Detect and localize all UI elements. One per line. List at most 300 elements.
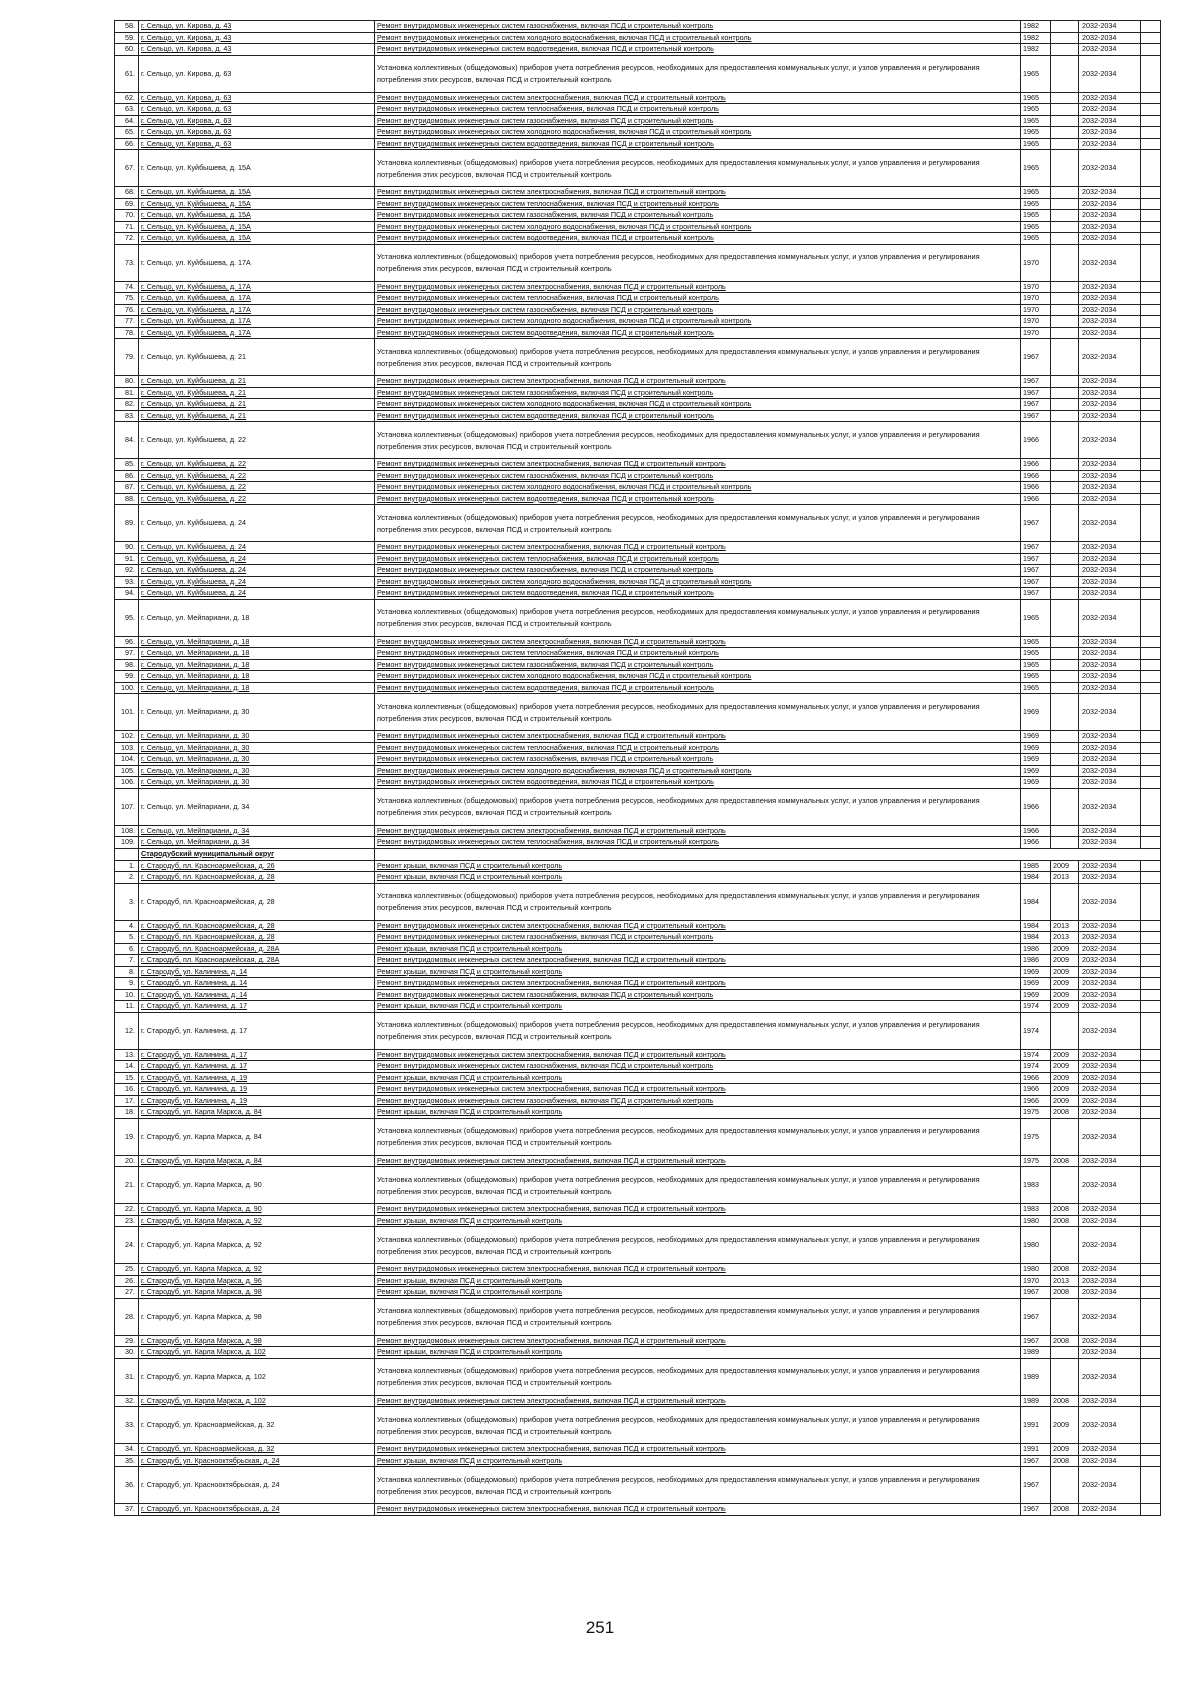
commission-year-cell: 1967 (1021, 576, 1051, 588)
planned-period-cell: 2032-2034 (1079, 932, 1141, 944)
address-cell: г. Сельцо, ул. Мейпариани, д. 30 (139, 742, 375, 754)
planned-period-cell: 2032-2034 (1079, 1072, 1141, 1084)
address-cell: г. Стародуб, ул. Калинина, д. 19 (139, 1095, 375, 1107)
address-cell: г. Сельцо, ул. Мейпариани, д. 18 (139, 648, 375, 660)
address-cell: г. Стародуб, ул. Карла Маркса, д. 98 (139, 1335, 375, 1347)
row-number: 10. (115, 989, 139, 1001)
planned-period-cell: 2032-2034 (1079, 422, 1141, 459)
work-type-cell: Ремонт внутридомовых инженерных систем газоснабжения, включая ПСД и строительный контроль (375, 304, 1021, 316)
row-number: 108. (115, 825, 139, 837)
commission-year-cell: 1982 (1021, 21, 1051, 33)
extra-cell (1141, 920, 1161, 932)
address-cell: г. Сельцо, ул. Куйбышева, д. 17А (139, 244, 375, 281)
last-repair-year-cell: 2009 (1051, 1001, 1079, 1013)
commission-year-cell: 1965 (1021, 127, 1051, 139)
last-repair-year-cell (1051, 671, 1079, 683)
commission-year-cell: 1967 (1021, 505, 1051, 542)
address-cell: г. Сельцо, ул. Кирова, д. 63 (139, 104, 375, 116)
table-row (115, 765, 1161, 777)
register-sheet (114, 20, 1160, 1516)
section-title: Стародубский муниципальный округ (139, 848, 375, 860)
commission-year-cell: 1966 (1021, 482, 1051, 494)
extra-cell (1141, 955, 1161, 967)
planned-period-cell: 2032-2034 (1079, 1395, 1141, 1407)
work-type-cell: Ремонт внутридомовых инженерных систем электроснабжения, включая ПСД и строительный контроль (375, 376, 1021, 388)
table-row (115, 742, 1161, 754)
work-type-cell: Ремонт внутридомовых инженерных систем холодного водоснабжения, включая ПСД и строительный контроль (375, 127, 1021, 139)
extra-cell (1141, 1072, 1161, 1084)
planned-period-cell: 2032-2034 (1079, 187, 1141, 199)
planned-period-cell: 2032-2034 (1079, 553, 1141, 565)
row-number: 25. (115, 1264, 139, 1276)
planned-period-cell: 2032-2034 (1079, 55, 1141, 92)
row-number: 77. (115, 316, 139, 328)
last-repair-year-cell (1051, 21, 1079, 33)
planned-period-cell: 2032-2034 (1079, 115, 1141, 127)
commission-year-cell: 1980 (1021, 1264, 1051, 1276)
planned-period-cell: 2032-2034 (1079, 671, 1141, 683)
last-repair-year-cell: 2008 (1051, 1287, 1079, 1299)
work-type-cell: Ремонт крыши, включая ПСД и строительный контроль (375, 1107, 1021, 1119)
row-number: 7. (115, 955, 139, 967)
planned-period-cell: 2032-2034 (1079, 1467, 1141, 1504)
table-row (115, 978, 1161, 990)
address-cell: г. Стародуб, ул. Карла Маркса, д. 96 (139, 1275, 375, 1287)
section-num-cell (115, 848, 139, 860)
extra-cell (1141, 932, 1161, 944)
last-repair-year-cell (1051, 187, 1079, 199)
work-type-cell: Ремонт внутридомовых инженерных систем электроснабжения, включая ПСД и строительный контроль (375, 825, 1021, 837)
work-type-cell: Ремонт внутридомовых инженерных систем газоснабжения, включая ПСД и строительный контроль (375, 1061, 1021, 1073)
last-repair-year-cell: 2013 (1051, 932, 1079, 944)
extra-cell (1141, 1084, 1161, 1096)
row-number: 96. (115, 636, 139, 648)
row-number: 105. (115, 765, 139, 777)
address-cell: г. Стародуб, ул. Красноармейская, д. 32 (139, 1444, 375, 1456)
work-type-cell: Ремонт внутридомовых инженерных систем водоотведения, включая ПСД и строительный контроль (375, 327, 1021, 339)
row-number: 73. (115, 244, 139, 281)
extra-cell (1141, 1264, 1161, 1276)
planned-period-cell: 2032-2034 (1079, 1049, 1141, 1061)
last-repair-year-cell (1051, 837, 1079, 849)
work-type-cell: Ремонт внутридомовых инженерных систем электроснабжения, включая ПСД и строительный контроль (375, 1084, 1021, 1096)
extra-cell (1141, 1012, 1161, 1049)
work-type-cell: Ремонт крыши, включая ПСД и строительный контроль (375, 1215, 1021, 1227)
row-number: 27. (115, 1287, 139, 1299)
table-row (115, 1347, 1161, 1359)
table-row (115, 1335, 1161, 1347)
last-repair-year-cell (1051, 682, 1079, 694)
row-number: 98. (115, 659, 139, 671)
row-number: 35. (115, 1455, 139, 1467)
last-repair-year-cell (1051, 244, 1079, 281)
address-cell: г. Сельцо, ул. Куйбышева, д. 24 (139, 505, 375, 542)
table-row (115, 44, 1161, 56)
last-repair-year-cell (1051, 731, 1079, 743)
planned-period-cell: 2032-2034 (1079, 104, 1141, 116)
planned-period-cell: 2032-2034 (1079, 966, 1141, 978)
address-cell: г. Стародуб, ул. Калинина, д. 19 (139, 1072, 375, 1084)
address-cell: г. Стародуб, ул. Карла Маркса, д. 84 (139, 1155, 375, 1167)
address-cell: г. Сельцо, ул. Куйбышева, д. 17А (139, 304, 375, 316)
address-cell: г. Сельцо, ул. Куйбышева, д. 21 (139, 376, 375, 388)
table-row (115, 837, 1161, 849)
address-cell: г. Стародуб, ул. Карла Маркса, д. 90 (139, 1204, 375, 1216)
work-type-cell: Ремонт крыши, включая ПСД и строительный контроль (375, 1072, 1021, 1084)
extra-cell (1141, 1347, 1161, 1359)
work-type-cell: Установка коллективных (общедомовых) приборов учета потребления ресурсов, необходимых для предоставления коммунальных услуг, и узлов управления и регулирования потребления этих ресурсов, включая ПСД и строительный контроль (375, 1012, 1021, 1049)
address-cell: г. Сельцо, ул. Кирова, д. 63 (139, 115, 375, 127)
work-type-cell: Ремонт внутридомовых инженерных систем газоснабжения, включая ПСД и строительный контроль (375, 470, 1021, 482)
last-repair-year-cell (1051, 138, 1079, 150)
row-number: 72. (115, 233, 139, 245)
address-cell: г. Стародуб, ул. Калинина, д. 17 (139, 1061, 375, 1073)
last-repair-year-cell: 2013 (1051, 920, 1079, 932)
address-cell: г. Сельцо, ул. Куйбышева, д. 21 (139, 410, 375, 422)
extra-cell (1141, 860, 1161, 872)
row-number: 67. (115, 150, 139, 187)
work-type-cell: Ремонт внутридомовых инженерных систем газоснабжения, включая ПСД и строительный контроль (375, 210, 1021, 222)
address-cell: г. Сельцо, ул. Мейпариани, д. 34 (139, 825, 375, 837)
commission-year-cell: 1969 (1021, 978, 1051, 990)
work-type-cell: Ремонт внутридомовых инженерных систем газоснабжения, включая ПСД и строительный контроль (375, 1095, 1021, 1107)
extra-cell (1141, 599, 1161, 636)
table-row (115, 1407, 1161, 1444)
address-cell: г. Стародуб, ул. Карла Маркса, д. 92 (139, 1215, 375, 1227)
address-cell: г. Стародуб, ул. Карла Маркса, д. 90 (139, 1167, 375, 1204)
commission-year-cell: 1985 (1021, 860, 1051, 872)
row-number: 90. (115, 542, 139, 554)
table-row (115, 233, 1161, 245)
commission-year-cell: 1965 (1021, 599, 1051, 636)
commission-year-cell: 1984 (1021, 920, 1051, 932)
row-number: 3. (115, 883, 139, 920)
address-cell: г. Стародуб, ул. Краснооктябрьская, д. 24 (139, 1504, 375, 1516)
table-row (115, 293, 1161, 305)
address-cell: г. Стародуб, ул. Калинина, д. 19 (139, 1084, 375, 1096)
row-number: 85. (115, 459, 139, 471)
planned-period-cell: 2032-2034 (1079, 32, 1141, 44)
row-number: 100. (115, 682, 139, 694)
row-number: 12. (115, 1012, 139, 1049)
extra-cell (1141, 221, 1161, 233)
address-cell: г. Сельцо, ул. Мейпариани, д. 18 (139, 599, 375, 636)
last-repair-year-cell: 2008 (1051, 1455, 1079, 1467)
last-repair-year-cell (1051, 659, 1079, 671)
last-repair-year-cell: 2008 (1051, 1395, 1079, 1407)
last-repair-year-cell: 2009 (1051, 989, 1079, 1001)
row-number: 94. (115, 588, 139, 600)
last-repair-year-cell (1051, 576, 1079, 588)
work-type-cell: Ремонт внутридомовых инженерных систем газоснабжения, включая ПСД и строительный контроль (375, 754, 1021, 766)
commission-year-cell: 1965 (1021, 115, 1051, 127)
last-repair-year-cell (1051, 588, 1079, 600)
extra-cell (1141, 482, 1161, 494)
commission-year-cell: 1967 (1021, 1335, 1051, 1347)
planned-period-cell: 2032-2034 (1079, 339, 1141, 376)
commission-year-cell: 1974 (1021, 1049, 1051, 1061)
commission-year-cell: 1966 (1021, 837, 1051, 849)
commission-year-cell: 1986 (1021, 955, 1051, 967)
commission-year-cell: 1970 (1021, 1275, 1051, 1287)
work-type-cell: Ремонт внутридомовых инженерных систем газоснабжения, включая ПСД и строительный контроль (375, 989, 1021, 1001)
extra-cell (1141, 553, 1161, 565)
extra-cell (1141, 138, 1161, 150)
row-number: 18. (115, 1107, 139, 1119)
work-type-cell: Установка коллективных (общедомовых) приборов учета потребления ресурсов, необходимых для предоставления коммунальных услуг, и узлов управления и регулирования потребления этих ресурсов, включая ПСД и строительный контроль (375, 339, 1021, 376)
commission-year-cell: 1991 (1021, 1444, 1051, 1456)
row-number: 19. (115, 1118, 139, 1155)
row-number: 83. (115, 410, 139, 422)
address-cell: г. Стародуб, ул. Карла Маркса, д. 102 (139, 1395, 375, 1407)
commission-year-cell: 1969 (1021, 966, 1051, 978)
table-row (115, 115, 1161, 127)
planned-period-cell: 2032-2034 (1079, 1001, 1141, 1013)
address-cell: г. Сельцо, ул. Кирова, д. 63 (139, 138, 375, 150)
table-row (115, 1072, 1161, 1084)
commission-year-cell: 1965 (1021, 187, 1051, 199)
extra-cell (1141, 150, 1161, 187)
last-repair-year-cell (1051, 210, 1079, 222)
commission-year-cell: 1967 (1021, 376, 1051, 388)
commission-year-cell: 1974 (1021, 1061, 1051, 1073)
planned-period-cell: 2032-2034 (1079, 542, 1141, 554)
extra-cell (1141, 281, 1161, 293)
address-cell: г. Сельцо, ул. Куйбышева, д. 22 (139, 470, 375, 482)
extra-cell (1141, 1504, 1161, 1516)
work-type-cell: Ремонт внутридомовых инженерных систем водоотведения, включая ПСД и строительный контроль (375, 682, 1021, 694)
extra-cell (1141, 636, 1161, 648)
planned-period-cell: 2032-2034 (1079, 837, 1141, 849)
work-type-cell: Установка коллективных (общедомовых) приборов учета потребления ресурсов, необходимых для предоставления коммунальных услуг, и узлов управления и регулирования потребления этих ресурсов, включая ПСД и строительный контроль (375, 599, 1021, 636)
row-number: 84. (115, 422, 139, 459)
commission-year-cell: 1966 (1021, 788, 1051, 825)
row-number: 61. (115, 55, 139, 92)
commission-year-cell: 1975 (1021, 1107, 1051, 1119)
extra-cell (1141, 671, 1161, 683)
last-repair-year-cell (1051, 648, 1079, 660)
last-repair-year-cell (1051, 765, 1079, 777)
last-repair-year-cell (1051, 293, 1079, 305)
row-number: 92. (115, 565, 139, 577)
work-type-cell: Ремонт внутридомовых инженерных систем электроснабжения, включая ПСД и строительный контроль (375, 731, 1021, 743)
commission-year-cell: 1969 (1021, 731, 1051, 743)
table-row (115, 565, 1161, 577)
work-type-cell: Ремонт внутридомовых инженерных систем электроснабжения, включая ПСД и строительный контроль (375, 1395, 1021, 1407)
table-row (115, 1049, 1161, 1061)
planned-period-cell: 2032-2034 (1079, 1095, 1141, 1107)
commission-year-cell: 1970 (1021, 327, 1051, 339)
last-repair-year-cell: 2009 (1051, 943, 1079, 955)
planned-period-cell: 2032-2034 (1079, 221, 1141, 233)
row-number: 16. (115, 1084, 139, 1096)
planned-period-cell: 2032-2034 (1079, 765, 1141, 777)
row-number: 4. (115, 920, 139, 932)
table-row (115, 138, 1161, 150)
last-repair-year-cell: 2008 (1051, 1335, 1079, 1347)
work-type-cell: Ремонт внутридомовых инженерных систем водоотведения, включая ПСД и строительный контроль (375, 493, 1021, 505)
table-row (115, 1107, 1161, 1119)
work-type-cell: Ремонт крыши, включая ПСД и строительный контроль (375, 1455, 1021, 1467)
work-type-cell: Ремонт крыши, включая ПСД и строительный контроль (375, 1347, 1021, 1359)
work-type-cell: Ремонт внутридомовых инженерных систем электроснабжения, включая ПСД и строительный контроль (375, 542, 1021, 554)
address-cell: г. Сельцо, ул. Мейпариани, д. 34 (139, 837, 375, 849)
extra-cell (1141, 565, 1161, 577)
last-repair-year-cell (1051, 281, 1079, 293)
work-type-cell: Ремонт внутридомовых инженерных систем теплоснабжения, включая ПСД и строительный контроль (375, 553, 1021, 565)
extra-cell (1141, 459, 1161, 471)
extra-cell (1141, 198, 1161, 210)
work-type-cell: Ремонт внутридомовых инженерных систем электроснабжения, включая ПСД и строительный контроль (375, 1204, 1021, 1216)
commission-year-cell: 1974 (1021, 1012, 1051, 1049)
commission-year-cell: 1967 (1021, 339, 1051, 376)
work-type-cell: Ремонт внутридомовых инженерных систем газоснабжения, включая ПСД и строительный контроль (375, 659, 1021, 671)
extra-cell (1141, 44, 1161, 56)
address-cell: г. Сельцо, ул. Куйбышева, д. 21 (139, 339, 375, 376)
commission-year-cell: 1969 (1021, 754, 1051, 766)
table-row (115, 150, 1161, 187)
planned-period-cell: 2032-2034 (1079, 1347, 1141, 1359)
planned-period-cell: 2032-2034 (1079, 244, 1141, 281)
work-type-cell: Ремонт внутридомовых инженерных систем электроснабжения, включая ПСД и строительный контроль (375, 459, 1021, 471)
extra-cell (1141, 1095, 1161, 1107)
row-number: 101. (115, 694, 139, 731)
last-repair-year-cell: 2008 (1051, 1204, 1079, 1216)
planned-period-cell: 2032-2034 (1079, 293, 1141, 305)
planned-period-cell: 2032-2034 (1079, 1155, 1141, 1167)
extra-cell (1141, 966, 1161, 978)
row-number: 23. (115, 1215, 139, 1227)
extra-cell (1141, 694, 1161, 731)
table-row (115, 1444, 1161, 1456)
work-type-cell: Ремонт внутридомовых инженерных систем холодного водоснабжения, включая ПСД и строительный контроль (375, 399, 1021, 411)
planned-period-cell: 2032-2034 (1079, 872, 1141, 884)
row-number: 70. (115, 210, 139, 222)
last-repair-year-cell: 2008 (1051, 1107, 1079, 1119)
last-repair-year-cell (1051, 387, 1079, 399)
row-number: 99. (115, 671, 139, 683)
table-row (115, 1287, 1161, 1299)
planned-period-cell: 2032-2034 (1079, 825, 1141, 837)
last-repair-year-cell (1051, 883, 1079, 920)
last-repair-year-cell (1051, 399, 1079, 411)
last-repair-year-cell (1051, 542, 1079, 554)
commission-year-cell: 1984 (1021, 872, 1051, 884)
planned-period-cell: 2032-2034 (1079, 955, 1141, 967)
extra-cell (1141, 777, 1161, 789)
row-number: 86. (115, 470, 139, 482)
commission-year-cell: 1970 (1021, 293, 1051, 305)
table-row (115, 327, 1161, 339)
address-cell: г. Сельцо, ул. Мейпариани, д. 18 (139, 682, 375, 694)
last-repair-year-cell (1051, 565, 1079, 577)
row-number: 66. (115, 138, 139, 150)
table-row (115, 1084, 1161, 1096)
work-type-cell: Ремонт внутридомовых инженерных систем электроснабжения, включая ПСД и строительный контроль (375, 187, 1021, 199)
table-row (115, 1215, 1161, 1227)
commission-year-cell: 1989 (1021, 1395, 1051, 1407)
address-cell: г. Сельцо, ул. Куйбышева, д. 24 (139, 588, 375, 600)
table-row (115, 731, 1161, 743)
planned-period-cell: 2032-2034 (1079, 788, 1141, 825)
row-number: 58. (115, 21, 139, 33)
table-row (115, 1061, 1161, 1073)
work-type-cell: Установка коллективных (общедомовых) приборов учета потребления ресурсов, необходимых для предоставления коммунальных услуг, и узлов управления и регулирования потребления этих ресурсов, включая ПСД и строительный контроль (375, 55, 1021, 92)
extra-cell (1141, 1107, 1161, 1119)
address-cell: г. Стародуб, пл. Красноармейская, д. 28 (139, 920, 375, 932)
last-repair-year-cell (1051, 777, 1079, 789)
work-type-cell: Установка коллективных (общедомовых) приборов учета потребления ресурсов, необходимых для предоставления коммунальных услуг, и узлов управления и регулирования потребления этих ресурсов, включая ПСД и строительный контроль (375, 1167, 1021, 1204)
work-type-cell: Ремонт крыши, включая ПСД и строительный контроль (375, 1275, 1021, 1287)
work-type-cell: Ремонт внутридомовых инженерных систем теплоснабжения, включая ПСД и строительный контроль (375, 648, 1021, 660)
table-row (115, 505, 1161, 542)
commission-year-cell: 1967 (1021, 565, 1051, 577)
address-cell: г. Стародуб, пл. Красноармейская, д. 28 (139, 883, 375, 920)
commission-year-cell: 1970 (1021, 316, 1051, 328)
last-repair-year-cell (1051, 1012, 1079, 1049)
commission-year-cell: 1982 (1021, 32, 1051, 44)
work-type-cell: Ремонт внутридомовых инженерных систем газоснабжения, включая ПСД и строительный контроль (375, 932, 1021, 944)
table-row (115, 932, 1161, 944)
table-row (115, 387, 1161, 399)
last-repair-year-cell (1051, 742, 1079, 754)
extra-cell (1141, 648, 1161, 660)
section-header-row (115, 848, 1161, 860)
address-cell: г. Сельцо, ул. Куйбышева, д. 15А (139, 221, 375, 233)
work-type-cell: Ремонт внутридомовых инженерных систем холодного водоснабжения, включая ПСД и строительный контроль (375, 671, 1021, 683)
row-number: 104. (115, 754, 139, 766)
planned-period-cell: 2032-2034 (1079, 327, 1141, 339)
work-type-cell: Ремонт внутридомовых инженерных систем электроснабжения, включая ПСД и строительный контроль (375, 1335, 1021, 1347)
table-row (115, 860, 1161, 872)
commission-year-cell: 1982 (1021, 44, 1051, 56)
table-row (115, 1012, 1161, 1049)
address-cell: г. Стародуб, ул. Карла Маркса, д. 84 (139, 1118, 375, 1155)
work-type-cell: Ремонт внутридомовых инженерных систем водоотведения, включая ПСД и строительный контроль (375, 410, 1021, 422)
last-repair-year-cell: 2009 (1051, 1095, 1079, 1107)
address-cell: г. Стародуб, пл. Красноармейская, д. 28 (139, 932, 375, 944)
table-row (115, 339, 1161, 376)
commission-year-cell: 1967 (1021, 542, 1051, 554)
planned-period-cell: 2032-2034 (1079, 1444, 1141, 1456)
last-repair-year-cell: 2008 (1051, 1155, 1079, 1167)
table-row (115, 210, 1161, 222)
planned-period-cell: 2032-2034 (1079, 493, 1141, 505)
work-type-cell: Ремонт внутридомовых инженерных систем электроснабжения, включая ПСД и строительный контроль (375, 636, 1021, 648)
address-cell: г. Стародуб, ул. Карла Маркса, д. 84 (139, 1107, 375, 1119)
row-number: 106. (115, 777, 139, 789)
extra-cell (1141, 1167, 1161, 1204)
planned-period-cell: 2032-2034 (1079, 1061, 1141, 1073)
address-cell: г. Стародуб, пл. Красноармейская, д. 28А (139, 943, 375, 955)
commission-year-cell: 1965 (1021, 198, 1051, 210)
row-number: 69. (115, 198, 139, 210)
table-row (115, 1504, 1161, 1516)
planned-period-cell: 2032-2034 (1079, 943, 1141, 955)
table-row (115, 482, 1161, 494)
work-type-cell: Ремонт крыши, включая ПСД и строительный контроль (375, 966, 1021, 978)
table-row (115, 825, 1161, 837)
last-repair-year-cell (1051, 553, 1079, 565)
commission-year-cell: 1967 (1021, 1504, 1051, 1516)
planned-period-cell: 2032-2034 (1079, 21, 1141, 33)
address-cell: г. Стародуб, ул. Карла Маркса, д. 92 (139, 1227, 375, 1264)
address-cell: г. Сельцо, ул. Куйбышева, д. 24 (139, 553, 375, 565)
address-cell: г. Сельцо, ул. Мейпариани, д. 18 (139, 659, 375, 671)
planned-period-cell: 2032-2034 (1079, 150, 1141, 187)
table-row (115, 221, 1161, 233)
last-repair-year-cell (1051, 1467, 1079, 1504)
